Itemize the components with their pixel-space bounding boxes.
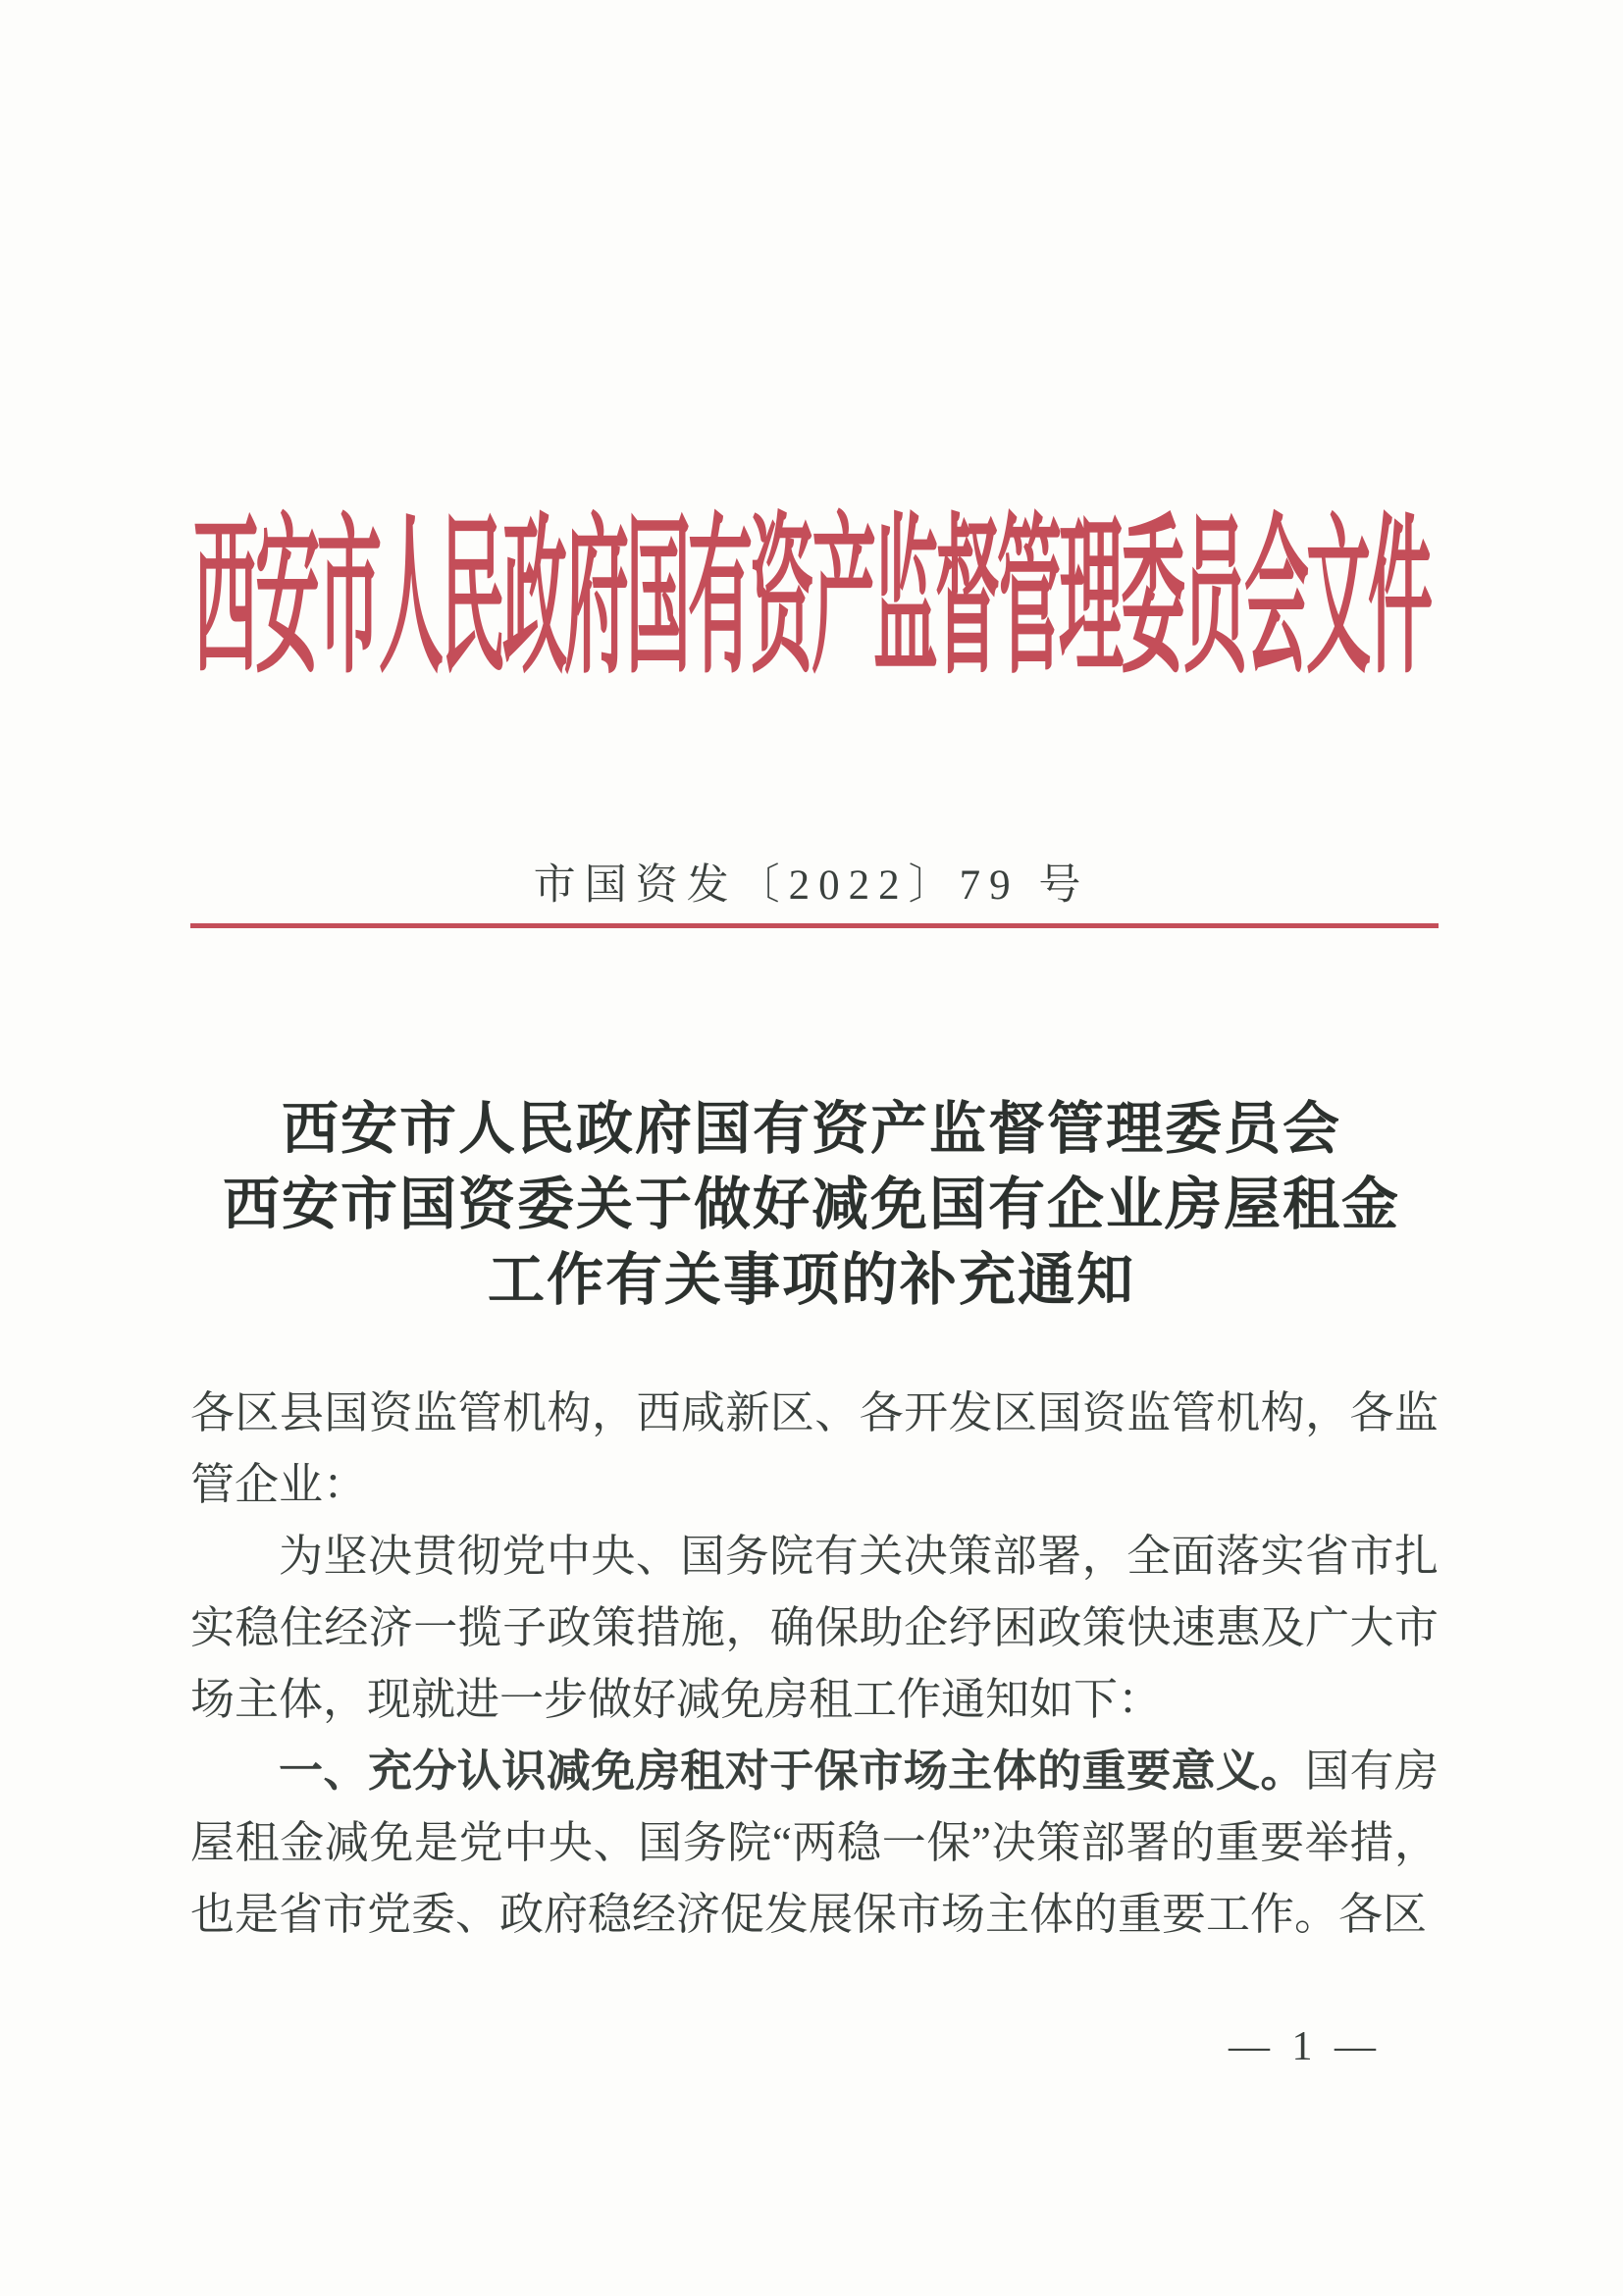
red-divider-line [190,923,1439,928]
red-letterhead [0,486,1623,696]
page-number: — 1 — [1229,2024,1382,2069]
body-paragraph-2 [190,1736,1439,1951]
document-title-line-3: 工作有关事项的补充通知 [487,1248,1135,1312]
document-number: 市国资发〔2022〕79 号 [533,862,1090,909]
document-title [0,1091,1623,1318]
document-title-line-1: 西安市人民政府国有资产监督管理委员会 [281,1097,1341,1161]
document-title-line-2: 西安市国资委关于做好减免国有企业房屋租金 [222,1173,1400,1236]
body-paragraph-1: 为坚决贯彻党中央、国务院有关决策部署，全面落实省市扎实稳住经济一揽子政策措施，确保助企纾困政策快速惠及广大市场主体，现就进一步做好减免房租工作通知如下： [190,1532,1439,1724]
salutation: 各区县国资监管机构，西咸新区、各开发区国资监管机构，各监管企业： [190,1388,1439,1509]
section-1-text: 国有房屋租金减免是党中央、国务院“两稳一保”决策部署的重要举措，也是省市党委、政府稳经济促发展保市场主体的重要工作。各区 [190,1747,1439,1939]
issuing-org-title: 西安市人民政府国有资产监督管理委员会文件 [193,504,1430,696]
document-body [190,1378,1439,1951]
section-1-heading: 一、充分认识减免房租对于保市场主体的重要意义。 [279,1747,1306,1796]
